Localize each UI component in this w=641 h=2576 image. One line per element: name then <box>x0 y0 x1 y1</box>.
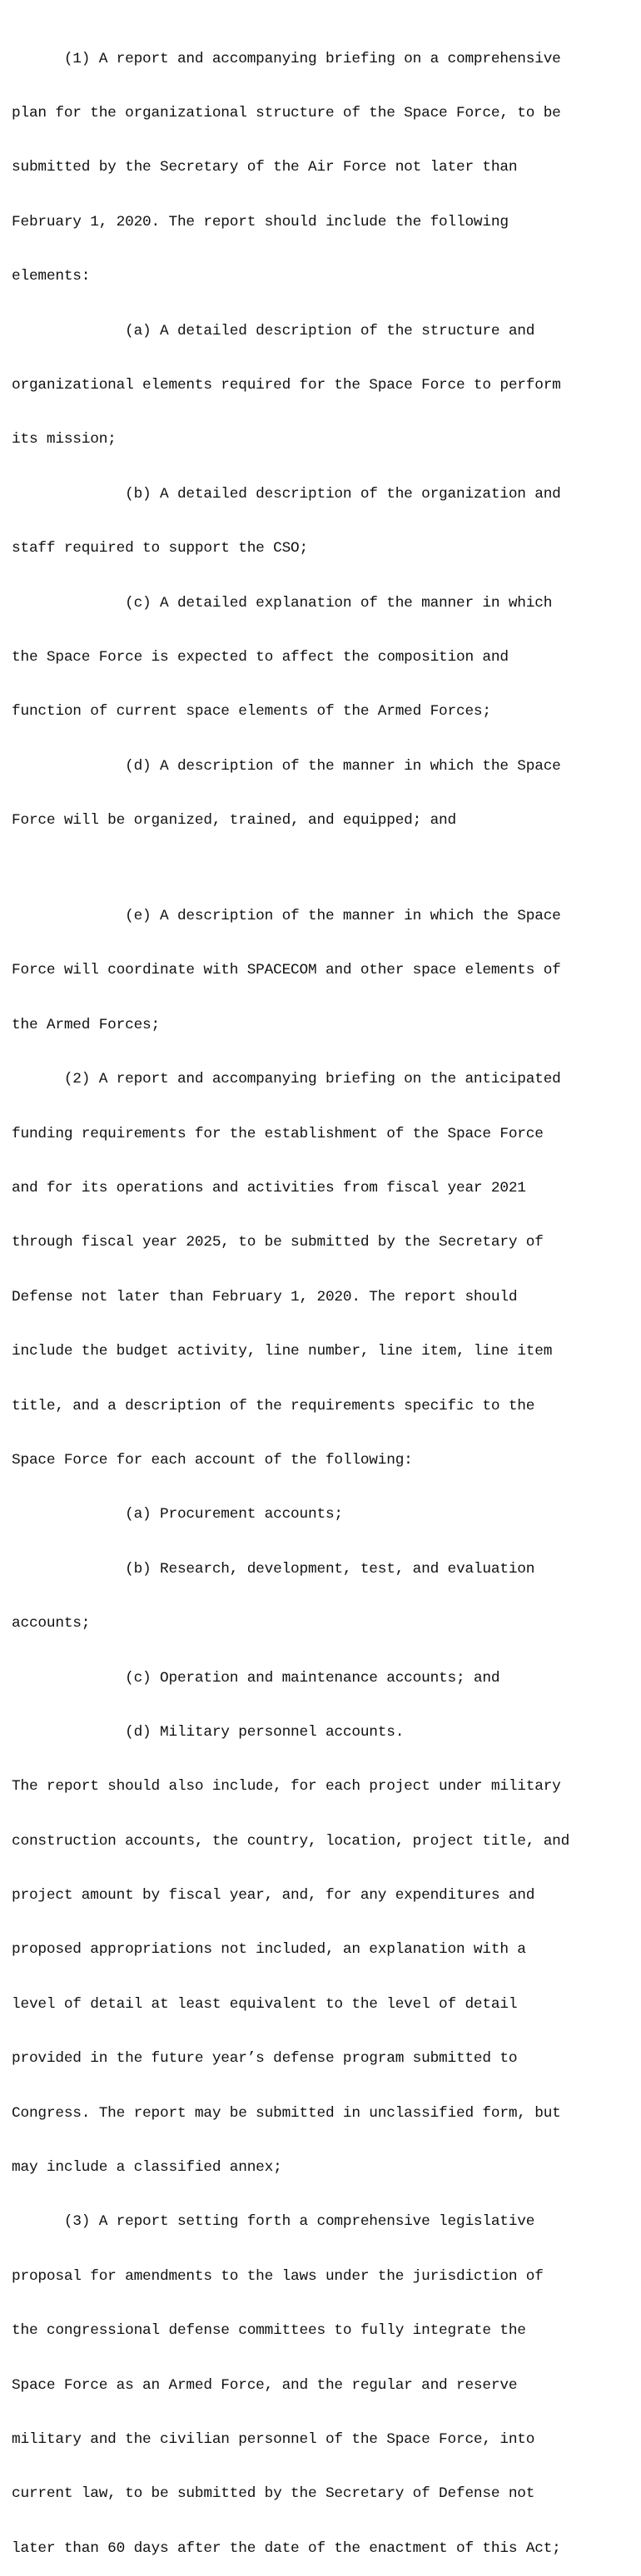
text-line: funding requirements for the establishment of the Space Force <box>12 1125 544 1142</box>
text-line: include the budget activity, line number, line item, line item <box>12 1343 553 1360</box>
text-line: (d) A description of the manner in which the Space <box>12 757 561 775</box>
text-line: function of current space elements of the Armed Forces; <box>12 703 491 721</box>
text-line: accounts; <box>12 1615 91 1632</box>
text-line: (d) Military personnel accounts. <box>12 1723 405 1741</box>
text-line: (a) A detailed description of the structure and <box>12 322 535 339</box>
text-line: (2) A report and accompanying briefing on the anticipated <box>12 1071 561 1088</box>
text-line: (c) A detailed explanation of the manner in which <box>12 594 553 612</box>
text-line: military and the civilian personnel of the Space Force, into <box>12 2430 535 2448</box>
text-line: later than 60 days after the date of the enactment of this Act; <box>12 2539 561 2557</box>
text-line: (c) Operation and maintenance accounts; and <box>12 1669 500 1687</box>
text-line: elements: <box>12 268 91 285</box>
text-line: Force will coordinate with SPACECOM and other space elements of <box>12 962 561 979</box>
text-line: (b) Research, development, test, and evaluation <box>12 1560 535 1578</box>
text-line: the Space Force is expected to affect the composition and <box>12 648 509 666</box>
text-line: may include a classified annex; <box>12 2159 282 2177</box>
text-line: (1) A report and accompanying briefing on a comprehensive <box>12 50 561 67</box>
text-line: level of detail at least equivalent to the level of detail <box>12 1995 518 2013</box>
text-line: Defense not later than February 1, 2020. The report should <box>12 1288 518 1305</box>
text-line: (3) A report setting forth a comprehensive legislative <box>12 2213 535 2231</box>
text-line: (e) A description of the manner in which the Space <box>12 908 561 925</box>
text-line: staff required to support the CSO; <box>12 540 308 557</box>
document-body <box>12 14 633 2576</box>
text-line: construction accounts, the country, location, project title, and <box>12 1832 570 1850</box>
text-line: plan for the organizational structure of the Space Force, to be <box>12 104 561 121</box>
text-line: provided in the future year’s defense program submitted to <box>12 2050 518 2068</box>
text-line: organizational elements required for the Space Force to perform <box>12 376 561 394</box>
text-line: proposed appropriations not included, an explanation with a <box>12 1941 526 1959</box>
text-line: The report should also include, for each project under military <box>12 1778 561 1796</box>
text-line: project amount by fiscal year, and, for any expenditures and <box>12 1887 535 1905</box>
text-line: Congress. The report may be submitted in unclassified form, but <box>12 2104 561 2122</box>
text-line: Space Force as an Armed Force, and the regular and reserve <box>12 2376 518 2394</box>
text-line: the Armed Forces; <box>12 1016 160 1033</box>
text-line: (b) A detailed description of the organization and <box>12 485 561 503</box>
text-line: submitted by the Secretary of the Air Force not later than <box>12 159 518 176</box>
text-line: current law, to be submitted by the Secretary of Defense not <box>12 2485 535 2503</box>
text-line: and for its operations and activities from fiscal year 2021 <box>12 1180 526 1196</box>
text-line: through fiscal year 2025, to be submitted by the Secretary of <box>12 1234 544 1251</box>
paragraph-gap <box>12 866 633 871</box>
text-line: its mission; <box>12 431 117 448</box>
text-line: (a) Procurement accounts; <box>12 1506 343 1523</box>
text-line: Space Force for each account of the following: <box>12 1451 413 1469</box>
text-line: February 1, 2020. The report should include the following <box>12 213 509 230</box>
text-line: title, and a description of the requirements specific to the <box>12 1397 535 1414</box>
text-line: proposal for amendments to the laws under the jurisdiction of <box>12 2267 544 2285</box>
text-line: Force will be organized, trained, and equipped; and <box>12 812 456 830</box>
text-line: the congressional defense committees to fully integrate the <box>12 2322 526 2340</box>
